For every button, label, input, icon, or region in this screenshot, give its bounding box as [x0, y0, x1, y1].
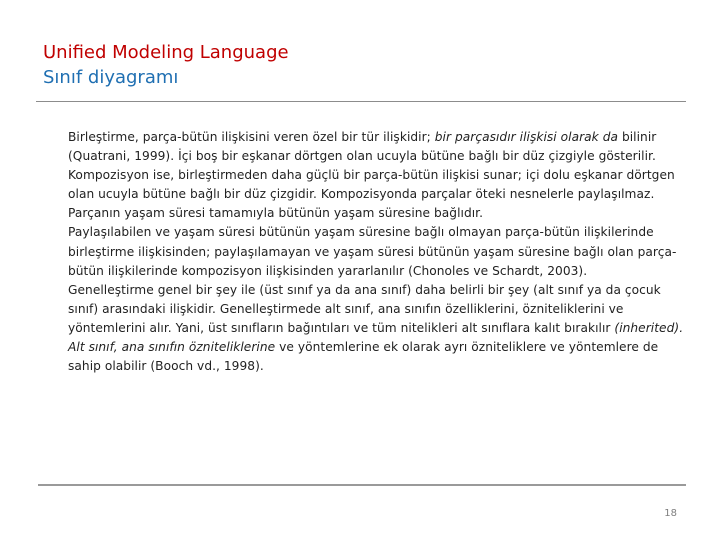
page-number: 18	[664, 508, 677, 519]
slide-title: Unified Modeling Language	[43, 42, 289, 63]
paragraph-aggregation-rest: bilinir (Quatrani, 1999). İçi boş bir eşkanar dörtgen olan ucuyla bütüne bağlı bir düz çizgiyle gösterilir.	[68, 130, 657, 164]
slide-subtitle: Sınıf diyagramı	[43, 67, 179, 88]
paragraph-generalization-italic: (inherited). Alt sınıf, ana sınıfın özniteliklerine	[68, 320, 684, 355]
paragraph-generalization-rest: ve yöntemlerine ek olarak ayrı özniteliklere ve yöntemlere de sahip olabilir (Booch vd., 1998).	[68, 340, 659, 374]
paragraph-generalization-text: Genelleştirme genel bir şey ile (üst sınıf ya da ana sınıf) daha belirli bir şey (alt sınıf ya da çocuk sınıf) arasındaki ilişkidir. Genelleştirmede alt sınıf, ana sınıfın özelliklerini, özniteliklerini ve yöntemlerini alır. Yani, üst sınıfların bağıntıları ve tüm nitelikleri alt sınıflara kalıt bırakılır	[68, 282, 661, 335]
slide-title-block	[43, 40, 683, 90]
slide-body	[68, 128, 684, 376]
bottom-divider	[38, 484, 686, 486]
paragraph-usage: Paylaşılabilen ve yaşam süresi bütünün yaşam süresine bağlı olmayan parça-bütün ilişkilerinde birleştirme ilişkisinden; paylaşılamayan ve yaşam süresi bütünün yaşam süresine bağlı olan parça-bütün ilişkilerinde kompozisyon ilişkisinden yararlanılır (Chonoles ve Schardt, 2003).	[68, 225, 677, 278]
paragraph-aggregation-italic: bir parçasıdır ilişkisi olarak da	[434, 130, 619, 144]
paragraph-generalization	[68, 281, 684, 376]
paragraph-aggregation	[68, 128, 684, 166]
paragraph-aggregation-text: Birleştirme, parça-bütün ilişkisini veren özel bir tür ilişkidir;	[68, 130, 435, 144]
paragraph-composition: Kompozisyon ise, birleştirmeden daha güçlü bir parça-bütün ilişkisi sunar; içi dolu eşkanar dörtgen olan ucuyla bütüne bağlı bir düz çizgidir. Kompozisyonda parçalar öteki nesnelerle paylaşılmaz. Parçanın yaşam süresi tamamıyla bütünün yaşam süresine bağlıdır.	[68, 168, 675, 221]
top-divider	[36, 101, 686, 102]
